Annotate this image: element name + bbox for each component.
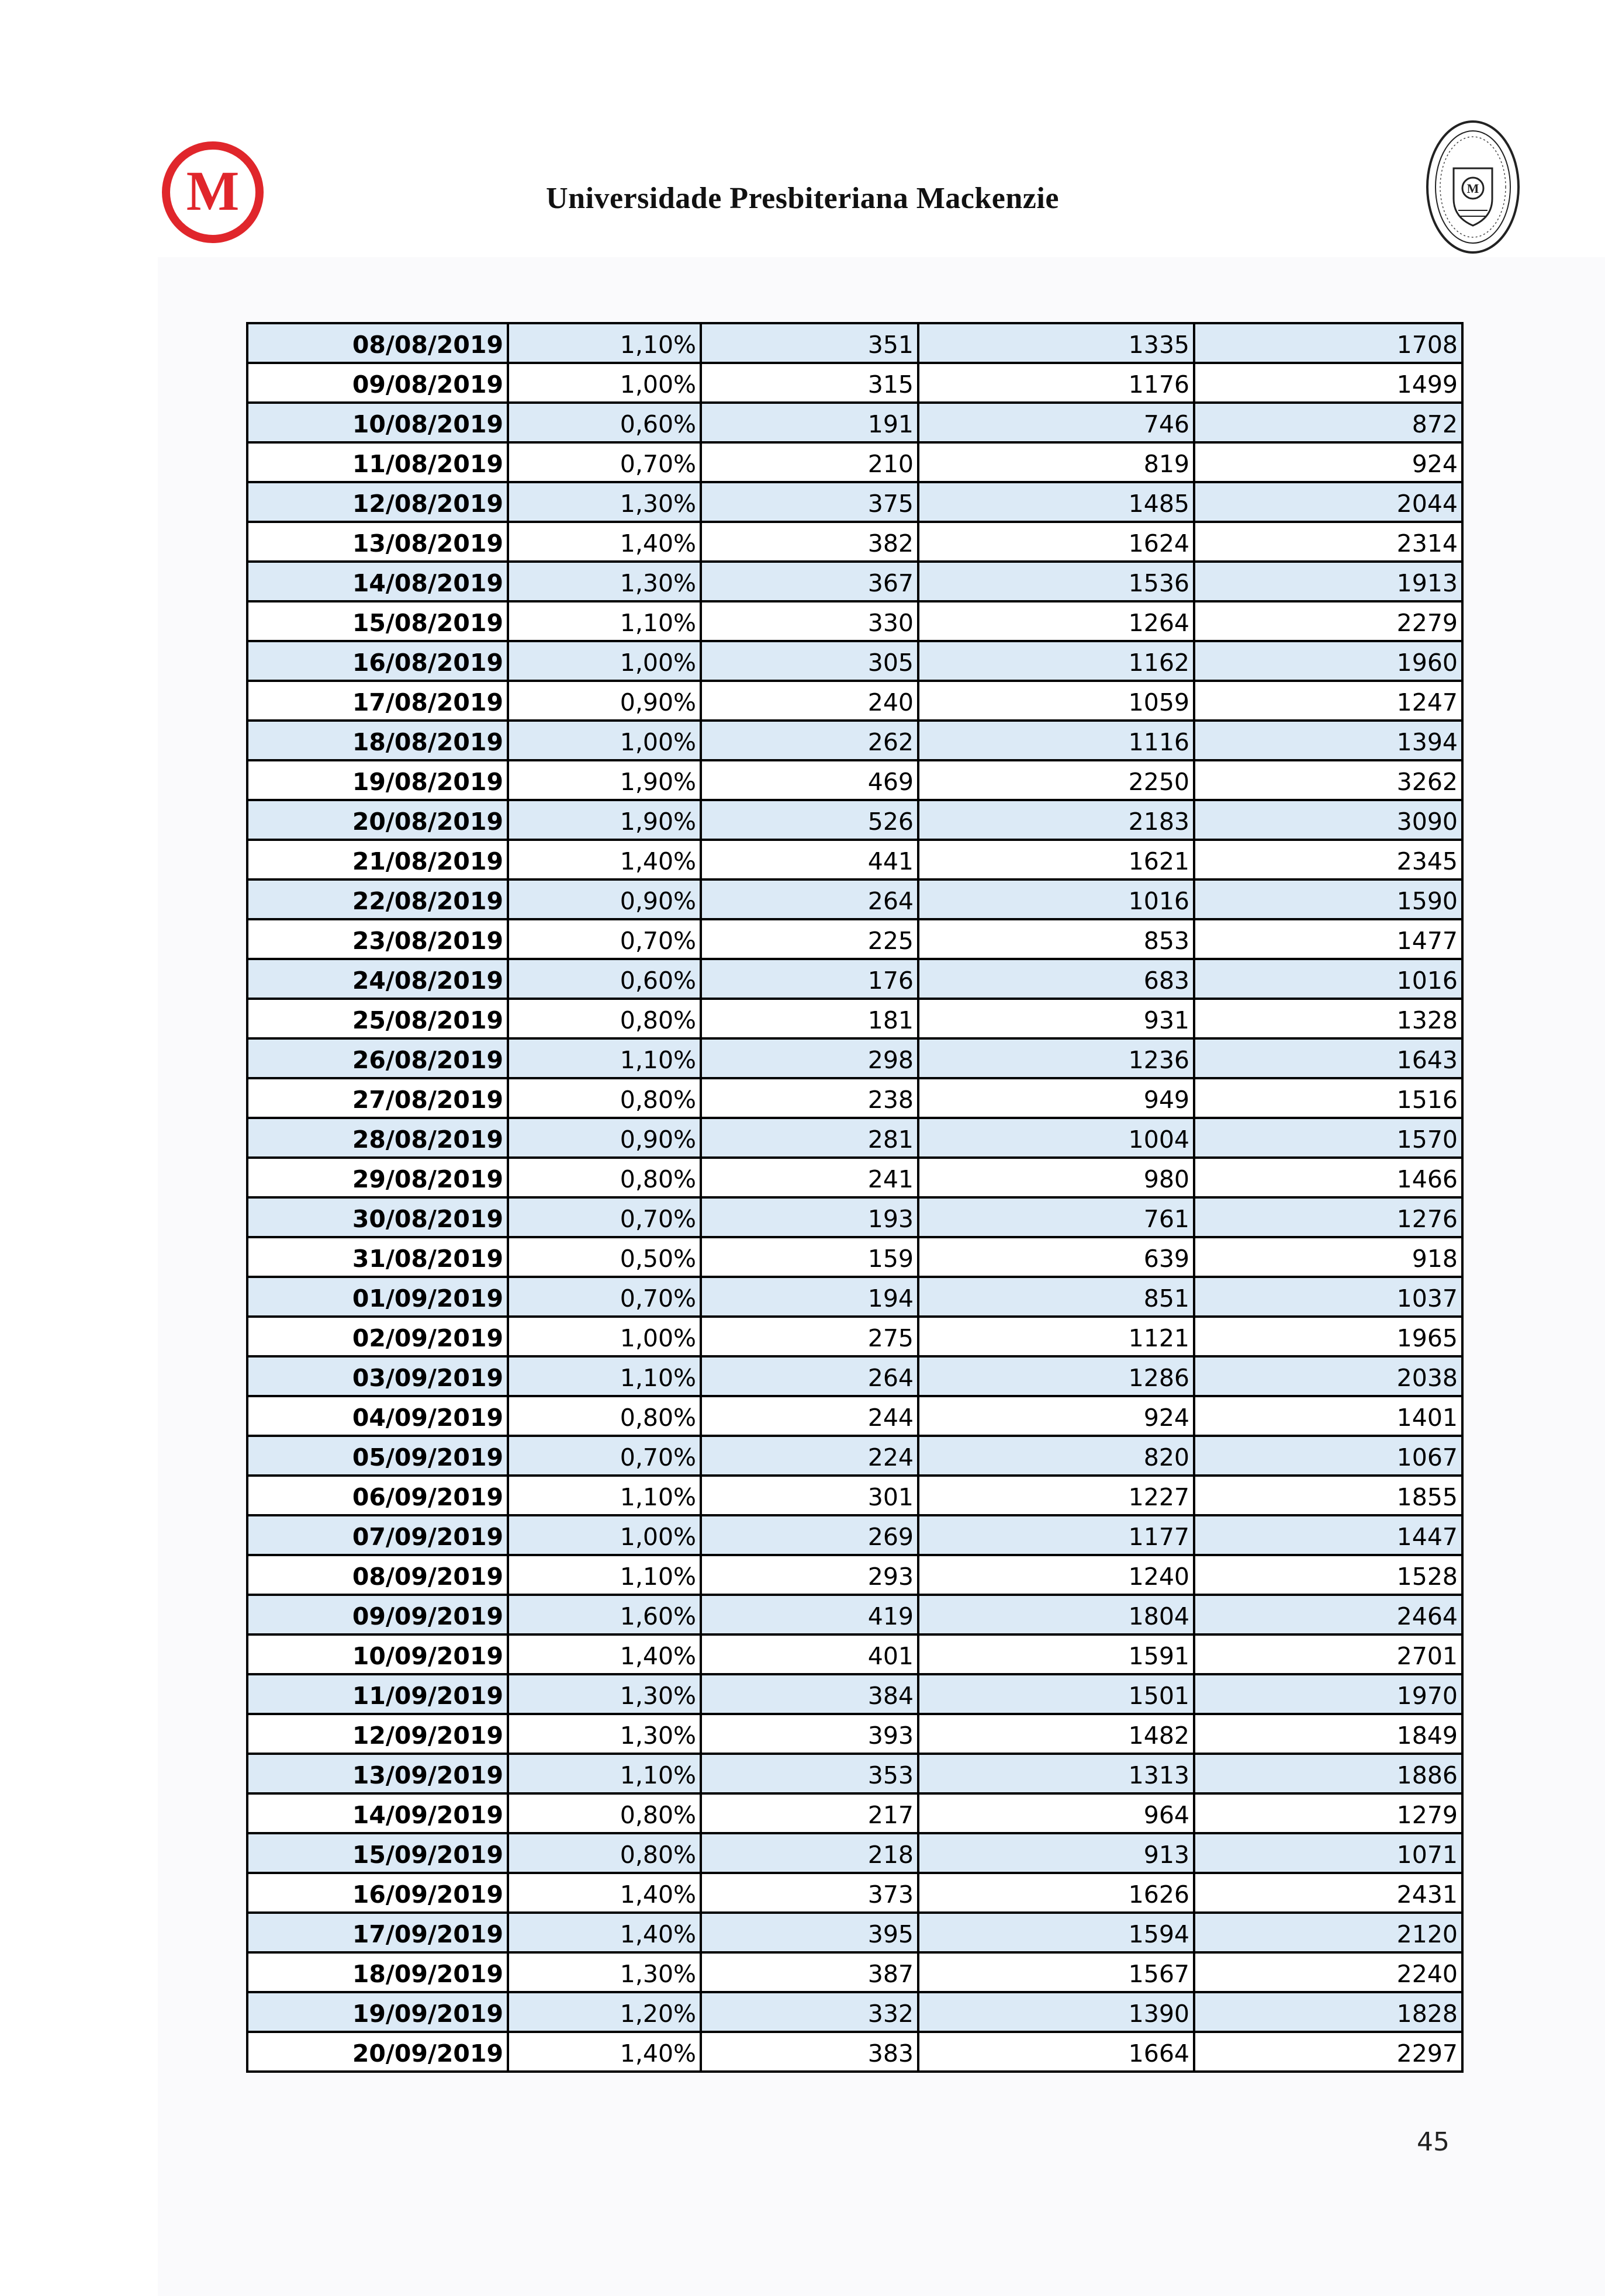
value-b-cell: 1004	[918, 1118, 1194, 1158]
percent-cell: 1,00%	[508, 721, 701, 760]
value-a-cell: 401	[701, 1634, 918, 1674]
percent-cell: 0,90%	[508, 879, 701, 919]
value-a-cell: 441	[701, 840, 918, 879]
date-cell: 19/09/2019	[247, 1992, 508, 2032]
value-c-cell: 1016	[1194, 959, 1462, 999]
value-a-cell: 293	[701, 1555, 918, 1595]
university-seal-icon	[1423, 117, 1523, 257]
value-c-cell: 924	[1194, 442, 1462, 482]
table-row	[247, 1436, 1462, 1476]
percent-cell: 0,60%	[508, 403, 701, 442]
table-row	[247, 641, 1462, 681]
value-c-cell: 1960	[1194, 641, 1462, 681]
date-cell: 05/09/2019	[247, 1436, 508, 1476]
percent-cell: 0,70%	[508, 1197, 701, 1237]
table-row	[247, 1793, 1462, 1833]
date-cell: 13/09/2019	[247, 1754, 508, 1793]
table-row	[247, 482, 1462, 522]
value-c-cell: 1913	[1194, 562, 1462, 601]
percent-cell: 1,60%	[508, 1595, 701, 1634]
value-b-cell: 1240	[918, 1555, 1194, 1595]
percent-cell: 1,40%	[508, 1873, 701, 1913]
percent-cell: 1,30%	[508, 1952, 701, 1992]
percent-cell: 1,10%	[508, 1038, 701, 1078]
date-cell: 04/09/2019	[247, 1396, 508, 1436]
value-b-cell: 683	[918, 959, 1194, 999]
value-a-cell: 315	[701, 363, 918, 403]
value-a-cell: 194	[701, 1277, 918, 1317]
table-row	[247, 879, 1462, 919]
percent-cell: 1,10%	[508, 1476, 701, 1515]
page-number: 45	[1417, 2127, 1450, 2157]
table-row	[247, 919, 1462, 959]
value-c-cell: 872	[1194, 403, 1462, 442]
date-cell: 18/08/2019	[247, 721, 508, 760]
date-cell: 28/08/2019	[247, 1118, 508, 1158]
percent-cell: 1,20%	[508, 1992, 701, 2032]
value-b-cell: 1594	[918, 1913, 1194, 1952]
percent-cell: 0,90%	[508, 1118, 701, 1158]
value-b-cell: 1016	[918, 879, 1194, 919]
date-cell: 15/08/2019	[247, 601, 508, 641]
value-b-cell: 761	[918, 1197, 1194, 1237]
value-c-cell: 1067	[1194, 1436, 1462, 1476]
date-cell: 02/09/2019	[247, 1317, 508, 1356]
table-row	[247, 2032, 1462, 2072]
date-cell: 11/09/2019	[247, 1674, 508, 1714]
table-row	[247, 1197, 1462, 1237]
value-b-cell: 1286	[918, 1356, 1194, 1396]
value-b-cell: 980	[918, 1158, 1194, 1197]
value-a-cell: 262	[701, 721, 918, 760]
percent-cell: 1,00%	[508, 641, 701, 681]
table-row	[247, 840, 1462, 879]
value-c-cell: 2279	[1194, 601, 1462, 641]
date-cell: 29/08/2019	[247, 1158, 508, 1197]
table-row	[247, 1595, 1462, 1634]
value-a-cell: 275	[701, 1317, 918, 1356]
date-cell: 17/09/2019	[247, 1913, 508, 1952]
table-row	[247, 1913, 1462, 1952]
value-c-cell: 1276	[1194, 1197, 1462, 1237]
value-c-cell: 2240	[1194, 1952, 1462, 1992]
value-b-cell: 1162	[918, 641, 1194, 681]
date-cell: 18/09/2019	[247, 1952, 508, 1992]
page-title: Universidade Presbiteriana Mackenzie	[546, 182, 1059, 215]
value-a-cell: 298	[701, 1038, 918, 1078]
percent-cell: 1,30%	[508, 1674, 701, 1714]
value-a-cell: 281	[701, 1118, 918, 1158]
percent-cell: 1,40%	[508, 2032, 701, 2072]
percent-cell: 0,80%	[508, 1396, 701, 1436]
value-c-cell: 1970	[1194, 1674, 1462, 1714]
value-a-cell: 193	[701, 1197, 918, 1237]
table-row	[247, 1754, 1462, 1793]
percent-cell: 1,40%	[508, 1913, 701, 1952]
value-c-cell: 2431	[1194, 1873, 1462, 1913]
date-cell: 19/08/2019	[247, 760, 508, 800]
table-row	[247, 1634, 1462, 1674]
value-c-cell: 2038	[1194, 1356, 1462, 1396]
date-cell: 27/08/2019	[247, 1078, 508, 1118]
value-b-cell: 1059	[918, 681, 1194, 721]
value-c-cell: 1570	[1194, 1118, 1462, 1158]
table-row	[247, 1476, 1462, 1515]
date-cell: 11/08/2019	[247, 442, 508, 482]
value-b-cell: 949	[918, 1078, 1194, 1118]
value-c-cell: 1394	[1194, 721, 1462, 760]
percent-cell: 0,50%	[508, 1237, 701, 1277]
table-row	[247, 1555, 1462, 1595]
date-cell: 14/08/2019	[247, 562, 508, 601]
value-c-cell: 1528	[1194, 1555, 1462, 1595]
value-b-cell: 1804	[918, 1595, 1194, 1634]
value-a-cell: 383	[701, 2032, 918, 2072]
value-b-cell: 819	[918, 442, 1194, 482]
percent-cell: 0,80%	[508, 1793, 701, 1833]
value-b-cell: 1485	[918, 482, 1194, 522]
value-a-cell: 351	[701, 323, 918, 363]
percent-cell: 1,40%	[508, 1634, 701, 1674]
value-a-cell: 367	[701, 562, 918, 601]
table-row	[247, 1992, 1462, 2032]
value-a-cell: 469	[701, 760, 918, 800]
value-b-cell: 1624	[918, 522, 1194, 562]
value-c-cell: 2701	[1194, 1634, 1462, 1674]
date-cell: 26/08/2019	[247, 1038, 508, 1078]
value-c-cell: 1477	[1194, 919, 1462, 959]
table-row	[247, 1277, 1462, 1317]
value-a-cell: 301	[701, 1476, 918, 1515]
table-row	[247, 1158, 1462, 1197]
value-a-cell: 244	[701, 1396, 918, 1436]
value-b-cell: 1567	[918, 1952, 1194, 1992]
logo-letter: M	[186, 160, 240, 222]
value-c-cell: 1849	[1194, 1714, 1462, 1754]
date-cell: 31/08/2019	[247, 1237, 508, 1277]
percent-cell: 1,40%	[508, 522, 701, 562]
table-row	[247, 1356, 1462, 1396]
date-cell: 12/09/2019	[247, 1714, 508, 1754]
value-a-cell: 395	[701, 1913, 918, 1952]
value-b-cell: 851	[918, 1277, 1194, 1317]
value-b-cell: 853	[918, 919, 1194, 959]
value-a-cell: 264	[701, 1356, 918, 1396]
value-b-cell: 1335	[918, 323, 1194, 363]
value-c-cell: 1855	[1194, 1476, 1462, 1515]
value-a-cell: 353	[701, 1754, 918, 1793]
value-a-cell: 217	[701, 1793, 918, 1833]
value-a-cell: 373	[701, 1873, 918, 1913]
percent-cell: 1,10%	[508, 1754, 701, 1793]
date-cell: 22/08/2019	[247, 879, 508, 919]
percent-cell: 1,30%	[508, 1714, 701, 1754]
value-b-cell: 1501	[918, 1674, 1194, 1714]
value-a-cell: 218	[701, 1833, 918, 1873]
percent-cell: 1,00%	[508, 1317, 701, 1356]
value-b-cell: 913	[918, 1833, 1194, 1873]
value-c-cell: 1499	[1194, 363, 1462, 403]
percent-cell: 0,70%	[508, 919, 701, 959]
value-c-cell: 1279	[1194, 1793, 1462, 1833]
value-a-cell: 419	[701, 1595, 918, 1634]
value-c-cell: 1965	[1194, 1317, 1462, 1356]
value-b-cell: 1121	[918, 1317, 1194, 1356]
date-cell: 08/08/2019	[247, 323, 508, 363]
percent-cell: 0,70%	[508, 442, 701, 482]
table-row	[247, 403, 1462, 442]
table-row	[247, 1078, 1462, 1118]
date-cell: 13/08/2019	[247, 522, 508, 562]
value-b-cell: 1626	[918, 1873, 1194, 1913]
value-c-cell: 1828	[1194, 1992, 1462, 2032]
percent-cell: 0,80%	[508, 1158, 701, 1197]
value-a-cell: 210	[701, 442, 918, 482]
date-cell: 20/09/2019	[247, 2032, 508, 2072]
value-a-cell: 393	[701, 1714, 918, 1754]
table-row	[247, 1873, 1462, 1913]
value-b-cell: 1591	[918, 1634, 1194, 1674]
value-c-cell: 1590	[1194, 879, 1462, 919]
value-b-cell: 1536	[918, 562, 1194, 601]
percent-cell: 1,10%	[508, 323, 701, 363]
value-a-cell: 225	[701, 919, 918, 959]
value-a-cell: 240	[701, 681, 918, 721]
percent-cell: 1,00%	[508, 1515, 701, 1555]
value-b-cell: 964	[918, 1793, 1194, 1833]
date-cell: 03/09/2019	[247, 1356, 508, 1396]
percent-cell: 1,10%	[508, 1555, 701, 1595]
date-cell: 14/09/2019	[247, 1793, 508, 1833]
value-c-cell: 3090	[1194, 800, 1462, 840]
value-a-cell: 176	[701, 959, 918, 999]
percent-cell: 0,70%	[508, 1277, 701, 1317]
value-a-cell: 191	[701, 403, 918, 442]
value-c-cell: 1643	[1194, 1038, 1462, 1078]
percent-cell: 1,90%	[508, 800, 701, 840]
date-cell: 08/09/2019	[247, 1555, 508, 1595]
date-cell: 24/08/2019	[247, 959, 508, 999]
percent-cell: 0,90%	[508, 681, 701, 721]
date-cell: 09/09/2019	[247, 1595, 508, 1634]
table-row	[247, 1833, 1462, 1873]
value-a-cell: 159	[701, 1237, 918, 1277]
date-cell: 01/09/2019	[247, 1277, 508, 1317]
value-a-cell: 387	[701, 1952, 918, 1992]
table-row	[247, 522, 1462, 562]
value-c-cell: 918	[1194, 1237, 1462, 1277]
value-b-cell: 1116	[918, 721, 1194, 760]
seal-letter: M	[1466, 181, 1479, 196]
date-cell: 21/08/2019	[247, 840, 508, 879]
date-cell: 23/08/2019	[247, 919, 508, 959]
table-row	[247, 800, 1462, 840]
value-c-cell: 1401	[1194, 1396, 1462, 1436]
date-cell: 17/08/2019	[247, 681, 508, 721]
table-row	[247, 999, 1462, 1038]
value-c-cell: 2464	[1194, 1595, 1462, 1634]
value-a-cell: 526	[701, 800, 918, 840]
value-c-cell: 1466	[1194, 1158, 1462, 1197]
value-a-cell: 264	[701, 879, 918, 919]
table-row	[247, 1674, 1462, 1714]
value-c-cell: 3262	[1194, 760, 1462, 800]
table-row	[247, 442, 1462, 482]
value-b-cell: 1390	[918, 1992, 1194, 2032]
table-row	[247, 363, 1462, 403]
date-cell: 07/09/2019	[247, 1515, 508, 1555]
table-row	[247, 959, 1462, 999]
value-b-cell: 746	[918, 403, 1194, 442]
percent-cell: 1,40%	[508, 840, 701, 879]
table-row	[247, 1118, 1462, 1158]
table-row	[247, 562, 1462, 601]
percent-cell: 0,60%	[508, 959, 701, 999]
table-row	[247, 1952, 1462, 1992]
value-c-cell: 2297	[1194, 2032, 1462, 2072]
value-c-cell: 1886	[1194, 1754, 1462, 1793]
value-b-cell: 1177	[918, 1515, 1194, 1555]
value-b-cell: 1236	[918, 1038, 1194, 1078]
value-c-cell: 1247	[1194, 681, 1462, 721]
value-b-cell: 1482	[918, 1714, 1194, 1754]
date-cell: 16/08/2019	[247, 641, 508, 681]
percent-cell: 1,10%	[508, 601, 701, 641]
date-cell: 12/08/2019	[247, 482, 508, 522]
date-cell: 15/09/2019	[247, 1833, 508, 1873]
date-cell: 30/08/2019	[247, 1197, 508, 1237]
value-c-cell: 2314	[1194, 522, 1462, 562]
value-c-cell: 1037	[1194, 1277, 1462, 1317]
date-cell: 09/08/2019	[247, 363, 508, 403]
value-c-cell: 2044	[1194, 482, 1462, 522]
percent-cell: 1,00%	[508, 363, 701, 403]
data-table-container	[246, 322, 1464, 2073]
table-row	[247, 1237, 1462, 1277]
table-row	[247, 681, 1462, 721]
value-b-cell: 931	[918, 999, 1194, 1038]
table-row	[247, 760, 1462, 800]
value-c-cell: 1328	[1194, 999, 1462, 1038]
value-b-cell: 1264	[918, 601, 1194, 641]
table-row	[247, 601, 1462, 641]
value-a-cell: 330	[701, 601, 918, 641]
value-b-cell: 1664	[918, 2032, 1194, 2072]
value-c-cell: 2345	[1194, 840, 1462, 879]
value-c-cell: 1071	[1194, 1833, 1462, 1873]
value-a-cell: 241	[701, 1158, 918, 1197]
table-row	[247, 1714, 1462, 1754]
value-b-cell: 2250	[918, 760, 1194, 800]
date-cell: 25/08/2019	[247, 999, 508, 1038]
date-cell: 16/09/2019	[247, 1873, 508, 1913]
percent-cell: 0,80%	[508, 1833, 701, 1873]
percent-cell: 0,80%	[508, 999, 701, 1038]
value-b-cell: 639	[918, 1237, 1194, 1277]
date-cell: 20/08/2019	[247, 800, 508, 840]
percent-cell: 1,10%	[508, 1356, 701, 1396]
value-a-cell: 382	[701, 522, 918, 562]
date-cell: 10/08/2019	[247, 403, 508, 442]
date-cell: 10/09/2019	[247, 1634, 508, 1674]
value-c-cell: 1516	[1194, 1078, 1462, 1118]
value-a-cell: 224	[701, 1436, 918, 1476]
data-table	[246, 322, 1464, 2073]
value-b-cell: 2183	[918, 800, 1194, 840]
table-row	[247, 1317, 1462, 1356]
value-c-cell: 1447	[1194, 1515, 1462, 1555]
percent-cell: 1,30%	[508, 482, 701, 522]
value-a-cell: 305	[701, 641, 918, 681]
value-a-cell: 384	[701, 1674, 918, 1714]
table-row	[247, 323, 1462, 363]
value-c-cell: 1708	[1194, 323, 1462, 363]
value-a-cell: 181	[701, 999, 918, 1038]
date-cell: 06/09/2019	[247, 1476, 508, 1515]
value-b-cell: 1176	[918, 363, 1194, 403]
value-a-cell: 332	[701, 1992, 918, 2032]
table-row	[247, 1396, 1462, 1436]
value-a-cell: 238	[701, 1078, 918, 1118]
table-row	[247, 1515, 1462, 1555]
table-row	[247, 721, 1462, 760]
value-c-cell: 2120	[1194, 1913, 1462, 1952]
value-b-cell: 820	[918, 1436, 1194, 1476]
percent-cell: 0,70%	[508, 1436, 701, 1476]
value-a-cell: 269	[701, 1515, 918, 1555]
percent-cell: 1,30%	[508, 562, 701, 601]
value-b-cell: 1227	[918, 1476, 1194, 1515]
percent-cell: 0,80%	[508, 1078, 701, 1118]
table-row	[247, 1038, 1462, 1078]
value-b-cell: 1313	[918, 1754, 1194, 1793]
percent-cell: 1,90%	[508, 760, 701, 800]
value-b-cell: 924	[918, 1396, 1194, 1436]
value-a-cell: 375	[701, 482, 918, 522]
value-b-cell: 1621	[918, 840, 1194, 879]
